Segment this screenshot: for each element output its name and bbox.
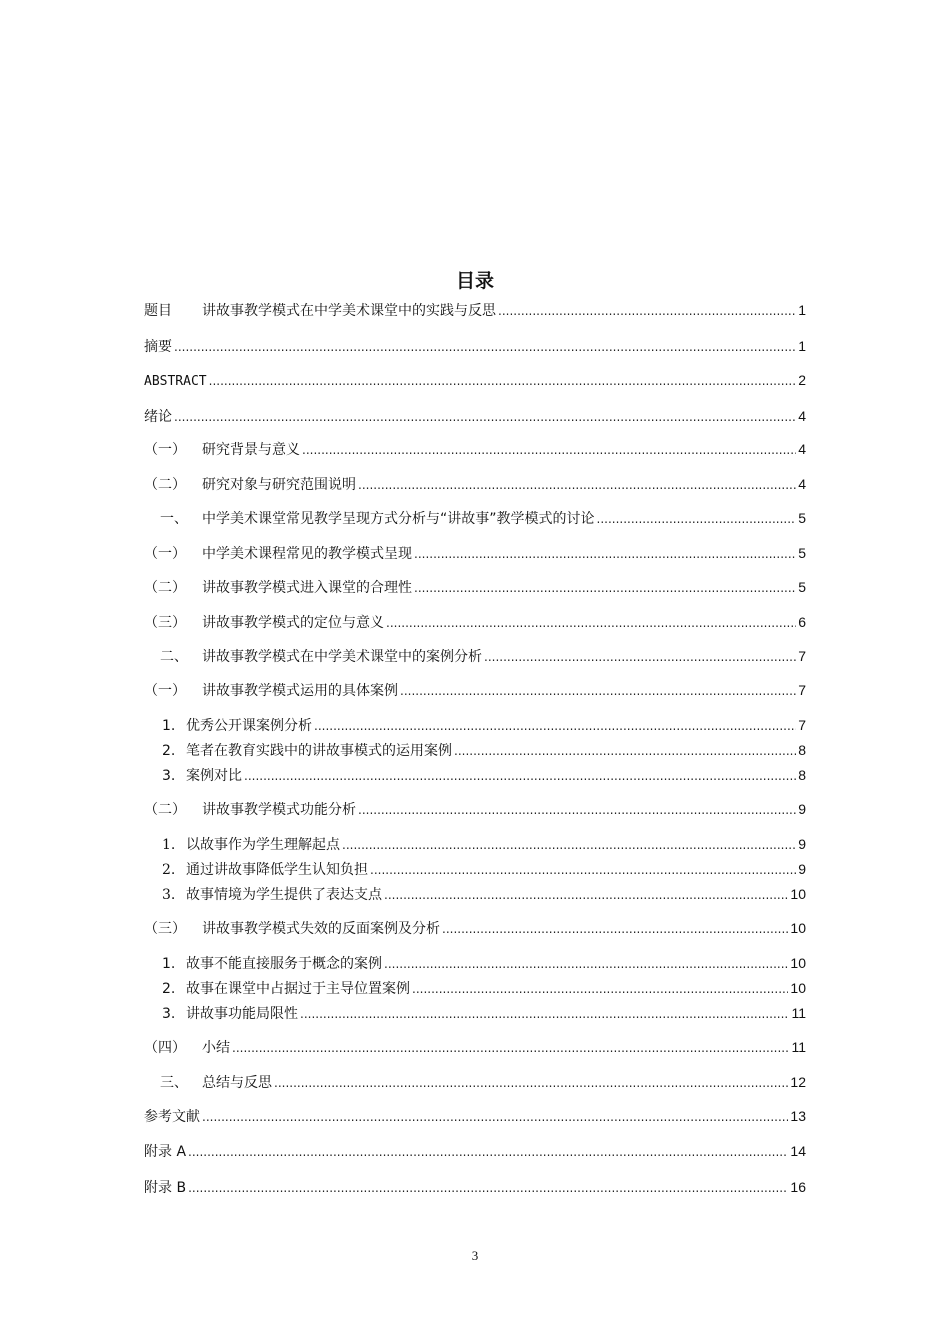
toc-entry[interactable] xyxy=(144,368,806,392)
toc-leader-dots xyxy=(370,858,796,882)
toc-entry[interactable] xyxy=(144,882,806,906)
toc-entry[interactable] xyxy=(144,1001,806,1025)
toc-leader-dots xyxy=(342,833,796,857)
toc-entry[interactable] xyxy=(144,951,806,975)
toc-entry-text: 讲故事教学模式失效的反面案例及分析 xyxy=(202,921,440,937)
toc-entry-number: 1. xyxy=(162,718,176,734)
toc-entry-text: 讲故事教学模式在中学美术课堂中的案例分析 xyxy=(202,649,482,665)
toc-entry-page: 7 xyxy=(798,717,806,733)
toc-entry-page: 2 xyxy=(798,372,806,388)
toc-entry[interactable] xyxy=(144,334,806,358)
toc-entry[interactable] xyxy=(144,797,806,821)
toc-entry-number: 2. xyxy=(162,981,176,997)
toc-leader-dots xyxy=(498,299,796,323)
toc-entry-text: 小结 xyxy=(202,1040,230,1056)
toc-leader-dots xyxy=(202,1105,788,1129)
toc-title: 目录 xyxy=(455,270,494,292)
page-number: 3 xyxy=(471,1248,479,1263)
toc-leader-dots xyxy=(384,883,788,907)
toc-entry-text: 讲故事教学模式在中学美术课堂中的实践与反思 xyxy=(202,303,496,319)
toc-leader-dots xyxy=(400,679,796,703)
toc-leader-dots xyxy=(188,1140,788,1164)
toc-entry-page: 4 xyxy=(798,441,806,457)
toc-entry-number: （二） xyxy=(144,580,186,596)
toc-entry-page: 10 xyxy=(790,955,806,971)
toc-entry-number: （三） xyxy=(144,615,186,631)
toc-entry-number: 3. xyxy=(162,1006,176,1022)
toc-leader-dots xyxy=(412,977,788,1001)
toc-leader-dots xyxy=(414,542,796,566)
toc-entry-page: 13 xyxy=(790,1108,806,1124)
toc-entry-text: 总结与反思 xyxy=(202,1075,272,1091)
toc-leader-dots xyxy=(597,507,797,531)
toc-entry-page: 7 xyxy=(798,648,806,664)
toc-entry-page: 10 xyxy=(790,920,806,936)
toc-entry-text: 附录 A xyxy=(144,1144,187,1160)
toc-entry-page: 16 xyxy=(790,1179,806,1195)
toc-entry-text: 研究对象与研究范围说明 xyxy=(202,477,356,493)
toc-entry-number: （一） xyxy=(144,546,186,562)
toc-leader-dots xyxy=(358,473,796,497)
toc-entry-page: 9 xyxy=(798,861,806,877)
toc-entry-text: 优秀公开课案例分析 xyxy=(186,718,312,734)
toc-leader-dots xyxy=(174,335,796,359)
toc-entry-text: 故事情境为学生提供了表达支点 xyxy=(186,887,382,903)
toc-entry-page: 4 xyxy=(798,476,806,492)
toc-entry-text: 讲故事教学模式进入课堂的合理性 xyxy=(202,580,412,596)
toc-entry-page: 8 xyxy=(798,742,806,758)
toc-entry[interactable] xyxy=(144,404,806,428)
toc-entry-page: 10 xyxy=(790,980,806,996)
toc-entry-page: 9 xyxy=(798,801,806,817)
toc-entry-number: 2. xyxy=(162,862,176,878)
toc-entry-text: 案例对比 xyxy=(186,768,242,784)
toc-entry-number: （四） xyxy=(144,1040,186,1056)
toc-entry[interactable] xyxy=(144,763,806,787)
toc-leader-dots xyxy=(274,1071,788,1095)
toc-entry-number: （一） xyxy=(144,442,186,458)
toc-entry-page: 9 xyxy=(798,836,806,852)
toc-entry[interactable] xyxy=(144,506,806,530)
toc-entry-text: 讲故事教学模式功能分析 xyxy=(202,802,356,818)
toc-entry-text: 中学美术课堂常见教学呈现方式分析与“讲故事”教学模式的讨论 xyxy=(202,511,595,527)
toc-entry-number: 二、 xyxy=(160,649,188,665)
toc-entry-text: 中学美术课程常见的教学模式呈现 xyxy=(202,546,412,562)
toc-entry-page: 10 xyxy=(790,886,806,902)
toc-entry[interactable] xyxy=(144,575,806,599)
toc-entry-page: 5 xyxy=(798,579,806,595)
toc-entry[interactable] xyxy=(144,738,806,762)
toc-entry[interactable] xyxy=(144,832,806,856)
toc-entry-number: 题目 xyxy=(144,303,172,319)
toc-entry[interactable] xyxy=(144,1035,806,1059)
toc-entry[interactable] xyxy=(144,298,806,322)
toc-entry-text: 摘要 xyxy=(144,339,172,355)
toc-entry[interactable] xyxy=(144,472,806,496)
toc-entry-page: 12 xyxy=(790,1074,806,1090)
toc-entry[interactable] xyxy=(144,976,806,1000)
toc-entry-page: 4 xyxy=(798,408,806,424)
toc-leader-dots xyxy=(442,917,788,941)
toc-entry-text: 讲故事功能局限性 xyxy=(186,1006,298,1022)
toc-entry[interactable] xyxy=(144,610,806,634)
toc-leader-dots xyxy=(244,764,796,788)
toc-entry-text: 讲故事教学模式的定位与意义 xyxy=(202,615,384,631)
toc-entry-text: 故事不能直接服务于概念的案例 xyxy=(186,956,382,972)
toc-leader-dots xyxy=(232,1036,789,1060)
toc-entry-number: （三） xyxy=(144,921,186,937)
toc-leader-dots xyxy=(386,611,796,635)
toc-leader-dots xyxy=(174,405,796,429)
toc-entry-text: 参考文献 xyxy=(144,1109,200,1125)
toc-entry-page: 7 xyxy=(798,682,806,698)
toc-leader-dots xyxy=(454,739,796,763)
toc-leader-dots xyxy=(484,645,796,669)
toc-leader-dots xyxy=(302,438,796,462)
toc-leader-dots xyxy=(384,952,788,976)
toc-entry[interactable] xyxy=(144,1139,806,1163)
toc-leader-dots xyxy=(188,1176,788,1200)
toc-entry[interactable] xyxy=(144,916,806,940)
toc-entry[interactable] xyxy=(144,541,806,565)
toc-entry-text: 研究背景与意义 xyxy=(202,442,300,458)
toc-entry-text: ABSTRACT xyxy=(144,374,207,389)
toc-entry[interactable] xyxy=(144,1175,806,1199)
toc-entry-page: 11 xyxy=(791,1039,806,1055)
toc-leader-dots xyxy=(300,1002,789,1026)
toc-leader-dots xyxy=(414,576,796,600)
toc-entry-number: （二） xyxy=(144,477,186,493)
toc-entry[interactable] xyxy=(144,1070,806,1094)
toc-entry-text: 绪论 xyxy=(144,409,172,425)
toc-entry[interactable] xyxy=(144,644,806,668)
toc-entry-page: 1 xyxy=(798,338,806,354)
toc-entry-number: 1. xyxy=(162,956,176,972)
toc-entry-number: 一、 xyxy=(160,511,188,527)
toc-entry-number: 1. xyxy=(162,837,176,853)
toc-entry-text: 笔者在教育实践中的讲故事模式的运用案例 xyxy=(186,743,452,759)
toc-entry-number: 三、 xyxy=(160,1075,188,1091)
toc-entry-page: 6 xyxy=(798,614,806,630)
toc-entry-number: （一） xyxy=(144,683,186,699)
toc-entry-page: 14 xyxy=(790,1143,806,1159)
toc-entry-number: （二） xyxy=(144,802,186,818)
toc-entry-number: 3. xyxy=(162,768,176,784)
toc-leader-dots xyxy=(209,369,797,393)
toc-entry-number: 2. xyxy=(162,743,176,759)
toc-entry[interactable] xyxy=(144,678,806,702)
toc-entry-text: 附录 B xyxy=(144,1180,187,1196)
toc-leader-dots xyxy=(358,798,796,822)
toc-entry-page: 1 xyxy=(798,302,806,318)
toc-entry-page: 8 xyxy=(798,767,806,783)
toc-entry-page: 5 xyxy=(798,510,806,526)
toc-entry-page: 5 xyxy=(798,545,806,561)
toc-entry-page: 11 xyxy=(791,1005,806,1021)
toc-entry-text: 以故事作为学生理解起点 xyxy=(186,837,340,853)
toc-entry[interactable] xyxy=(144,1104,806,1128)
toc-entry-text: 故事在课堂中占据过于主导位置案例 xyxy=(186,981,410,997)
toc-leader-dots xyxy=(314,714,796,738)
toc-entry[interactable] xyxy=(144,437,806,461)
toc-entry[interactable] xyxy=(144,857,806,881)
toc-entry[interactable] xyxy=(144,713,806,737)
toc-entry-number: 3. xyxy=(162,887,176,903)
toc-entry-text: 讲故事教学模式运用的具体案例 xyxy=(202,683,398,699)
toc-entry-text: 通过讲故事降低学生认知负担 xyxy=(186,862,368,878)
